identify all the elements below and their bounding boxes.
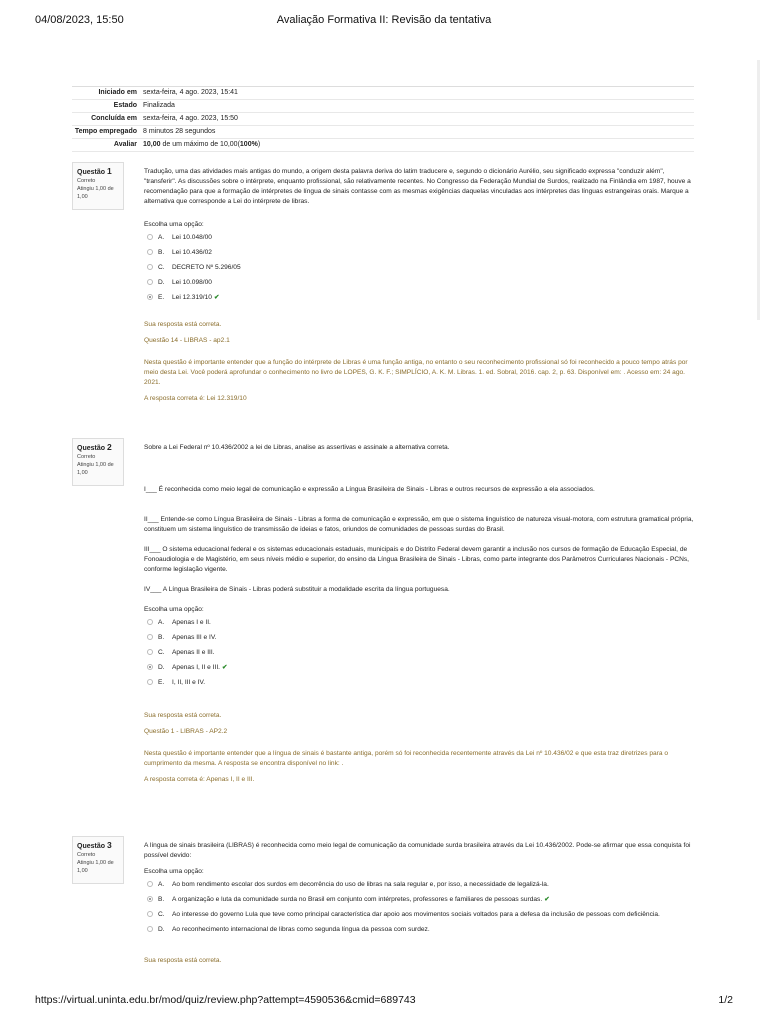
option-text: Ao interesse do governo Lula que teve como principal característica dar apoio aos movimentos sociais voltados para a defesa da inclusão de pessoas com deficiência. [172, 911, 660, 918]
option-text-value: Apenas I, II e III. [172, 664, 221, 671]
option-letter: D. [158, 279, 165, 286]
option-text-value: A organização e luta da comunidade surda no Brasil em conjunto com intérpretes, professores e familiares de pessoas surdas. [172, 896, 543, 903]
feedback-general: Nesta questão é importante entender que a função do intérprete de Libras é uma função antiga, no entanto o seu reconhecimento profissional só foi reconhecido a pouco tempo atrás por meio desta Lei. Você poderá aprofundar o conhecimento no livro de LOPES, G. K. F.; SIMPLÍCIO, A. K. M. Libras. 1. ed. Sobral, 2016. cap. 2, p. 63. Disponível em: . Acesso em: 24 ago. 2021. [144, 359, 688, 386]
question-word: Questão [77, 843, 106, 850]
radio-icon[interactable] [147, 249, 153, 255]
option-letter: B. [158, 249, 165, 256]
answer-option-d[interactable] [147, 925, 694, 934]
feedback-general: Nesta questão é importante entender que a língua de sinais é bastante antiga, porém só foi reconhecida recentemente através da Lei nº 10.436/02 e que esta traz diretrizes para o cumprimento da mesma. A resposta se encontra disponível no link: . [144, 750, 669, 767]
answer-option-e[interactable] [147, 678, 694, 687]
radio-icon[interactable] [147, 294, 153, 300]
radio-icon[interactable] [147, 649, 153, 655]
option-letter: B. [158, 634, 165, 641]
question-number [77, 167, 119, 177]
option-letter: C. [158, 649, 165, 656]
radio-icon[interactable] [147, 896, 153, 902]
choose-prompt: Escolha uma opção: [144, 868, 204, 875]
summary-label: Estado [113, 102, 137, 109]
assertion-iii: III___ O sistema educacional federal e os sistemas educacionais estaduais, municipais e do Distrito Federal devem garantir a inclusão nos cursos de formação de Educação Especial, de Fonoaudiologia e de Magistério, em seus níveis médio e superior, do ensino da Língua Brasileira de Sinais - Libras, como parte integrante dos Parâmetros Curriculares Nacionais - PCNs, conforme legislação vigente. [144, 546, 689, 573]
summary-value: Finalizada [143, 102, 175, 109]
summary-grade [143, 139, 694, 151]
option-letter: D. [158, 926, 165, 933]
feedback-reference: Questão 14 - LIBRAS - ap2.1 [144, 337, 230, 344]
question-word: Questão [77, 169, 106, 176]
question-info [72, 836, 124, 884]
summary-label: Concluída em [91, 115, 137, 122]
check-icon: ✔ [222, 664, 228, 671]
option-text: Apenas II e III. [172, 649, 215, 656]
question-paragraph: Tradução, uma das atividades mais antigas do mundo, a origem desta palavra deriva do latim traducere e, segundo o dicionário Aurélio, seu significado expressa "conduzir além", "transferir". As discussões sobre o intérprete, enquanto profissional, são relativamente recentes. No Congresso da Federação Mundial de Surdos, realizado na Finlândia em 1987, houve a recomendação para que a formação de intérpretes de língua de sinais contasse com as mesmas exigências daquelas vinculadas aos intérpretes das línguas estrangeiras orais. Marque a alternativa que corresponde a Lei do intérprete de libras. [144, 168, 691, 205]
question-text [144, 167, 694, 207]
answer-option-e[interactable] [147, 293, 694, 302]
scrollbar[interactable] [757, 60, 760, 320]
option-letter: E. [158, 679, 165, 686]
option-letter: A. [158, 881, 165, 888]
summary-label: Avaliar [113, 141, 137, 148]
answer-option-c[interactable] [147, 263, 694, 272]
feedback-result: Sua resposta está correta. [144, 321, 222, 328]
question-feedback [144, 320, 694, 404]
answer-option-b[interactable] [147, 633, 694, 642]
grade-max: de um máximo de 10,00( [160, 141, 240, 148]
summary-value: 8 minutos 28 segundos [143, 128, 216, 135]
radio-icon[interactable] [147, 881, 153, 887]
print-footer [35, 994, 733, 1008]
grade-close: ) [257, 141, 261, 148]
question-info [72, 438, 124, 486]
question-num: 1 [106, 166, 112, 176]
feedback-result: Sua resposta está correta. [144, 957, 222, 964]
assertion-iv: IV___ A Língua Brasileira de Sinais - Libras poderá substituir a modalidade escrita da língua portuguesa. [144, 586, 450, 593]
option-letter: C. [158, 911, 165, 918]
radio-icon[interactable] [147, 679, 153, 685]
answer-option-c[interactable] [147, 910, 694, 919]
summary-value: sexta-feira, 4 ago. 2023, 15:50 [143, 115, 238, 122]
print-date: 04/08/2023, 15:50 [35, 14, 124, 26]
radio-icon[interactable] [147, 664, 153, 670]
question-paragraph: Sobre a Lei Federal nº 10.436/2002 a lei de Libras, analise as assertivas e assinale a alternativa correta. [144, 444, 450, 451]
option-letter: D. [158, 664, 165, 671]
option-text [172, 293, 694, 302]
feedback-right-answer: A resposta correta é: Lei 12.319/10 [144, 395, 247, 402]
option-letter: E. [158, 294, 165, 301]
option-text [172, 663, 694, 672]
question-body [144, 841, 694, 972]
question-mark: Atingiu 1,00 de 1,00 [77, 462, 114, 476]
option-text: Ao reconhecimento internacional de libras como segunda língua da pessoa com surdez. [172, 926, 430, 933]
question-num: 3 [106, 840, 112, 850]
grade-percent: 100% [239, 141, 258, 148]
summary-label: Iniciado em [98, 89, 137, 96]
summary-value: sexta-feira, 4 ago. 2023, 15:41 [143, 89, 238, 96]
choose-prompt: Escolha uma opção: [144, 606, 204, 613]
option-text: Apenas III e IV. [172, 634, 217, 641]
feedback-reference: Questão 1 - LIBRAS - AP2.2 [144, 728, 228, 735]
question-feedback [144, 956, 694, 966]
radio-icon[interactable] [147, 911, 153, 917]
question-word: Questão [77, 445, 106, 452]
answer-option-c[interactable] [147, 648, 694, 657]
radio-icon[interactable] [147, 279, 153, 285]
grade-value: 10,00 [143, 141, 161, 148]
option-text: Lei 10.048/00 [172, 234, 212, 241]
feedback-right-answer: A resposta correta é: Apenas I, II e III. [144, 776, 255, 783]
option-text: Apenas I e II. [172, 619, 211, 626]
question-body [144, 443, 694, 791]
question-status: Correto [77, 178, 96, 184]
check-icon: ✔ [213, 294, 220, 301]
answer-option-b[interactable] [147, 248, 694, 257]
question-feedback [144, 711, 694, 785]
radio-icon[interactable] [147, 234, 153, 240]
question-status: Correto [77, 852, 96, 858]
choose-prompt: Escolha uma opção: [144, 221, 204, 228]
feedback-result: Sua resposta está correta. [144, 712, 222, 719]
answer-option-a[interactable] [147, 233, 694, 242]
option-letter: C. [158, 264, 165, 271]
question-text [144, 443, 694, 595]
radio-icon[interactable] [147, 264, 153, 270]
question-status: Correto [77, 454, 96, 460]
check-icon: ✔ [544, 896, 550, 903]
option-letter: B. [158, 896, 165, 903]
answer-option-d[interactable] [147, 663, 694, 672]
summary-row [72, 126, 694, 139]
answer-option-a[interactable] [147, 880, 694, 889]
answer-option-a[interactable] [147, 618, 694, 627]
summary-row [72, 87, 694, 100]
option-letter: A. [158, 619, 165, 626]
question-info [72, 162, 124, 210]
question-mark: Atingiu 1,00 de 1,00 [77, 860, 114, 874]
answer-option-d[interactable] [147, 278, 694, 287]
question-body [144, 167, 694, 410]
radio-icon[interactable] [147, 926, 153, 932]
radio-icon[interactable] [147, 619, 153, 625]
question-text [144, 841, 694, 861]
question-paragraph: A língua de sinais brasileira (LIBRAS) é reconhecida como meio legal de comunicação da comunidade surda brasileira através da Lei 10.436/2002. Pode-se afirmar que essa conquista foi possível devido: [144, 842, 691, 859]
option-text: Lei 10.098/00 [172, 279, 212, 286]
summary-label: Tempo empregado [74, 128, 137, 135]
print-url: https://virtual.uninta.edu.br/mod/quiz/review.php?attempt=4590536&cmid=689743 [35, 994, 416, 1006]
option-letter: A. [158, 234, 165, 241]
option-text: DECRETO Nº 5.296/05 [172, 264, 241, 271]
option-text: Ao bom rendimento escolar dos surdos em decorrência do uso de libras na sala regular e, por isso, a necessidade de legalizá-la. [172, 881, 549, 888]
question-num: 2 [106, 442, 112, 452]
attempt-summary-table [72, 86, 694, 152]
summary-row [72, 113, 694, 126]
answer-option-b[interactable] [147, 895, 694, 904]
option-text: I, II, III e IV. [172, 679, 206, 686]
summary-row [72, 100, 694, 113]
option-text [172, 895, 694, 904]
print-page-number: 1/2 [718, 994, 733, 1006]
assertion-i: I___ É reconhecida como meio legal de comunicação e expressão a Língua Brasileira de Sinais - Libras e outros recursos de expressão a ela associados. [144, 486, 595, 493]
print-header [35, 14, 733, 30]
assertion-ii: II___ Entende-se como Língua Brasileira de Sinais - Libras a forma de comunicação e expressão, em que o sistema linguístico de natureza visual-motora, com estrutura gramatical própria, constituem um sistema linguístico de transmissão de ideias e fatos, oriundos de comunidades de pessoas surdas do Brasil. [144, 516, 694, 533]
radio-icon[interactable] [147, 634, 153, 640]
question-number [77, 841, 119, 851]
option-text: Lei 10.436/02 [172, 249, 212, 256]
question-mark: Atingiu 1,00 de 1,00 [77, 186, 114, 200]
print-title: Avaliação Formativa II: Revisão da tentativa [276, 14, 492, 26]
summary-row [72, 139, 694, 152]
question-number [77, 443, 119, 453]
option-text-value: Lei 12.319/10 [172, 294, 212, 301]
